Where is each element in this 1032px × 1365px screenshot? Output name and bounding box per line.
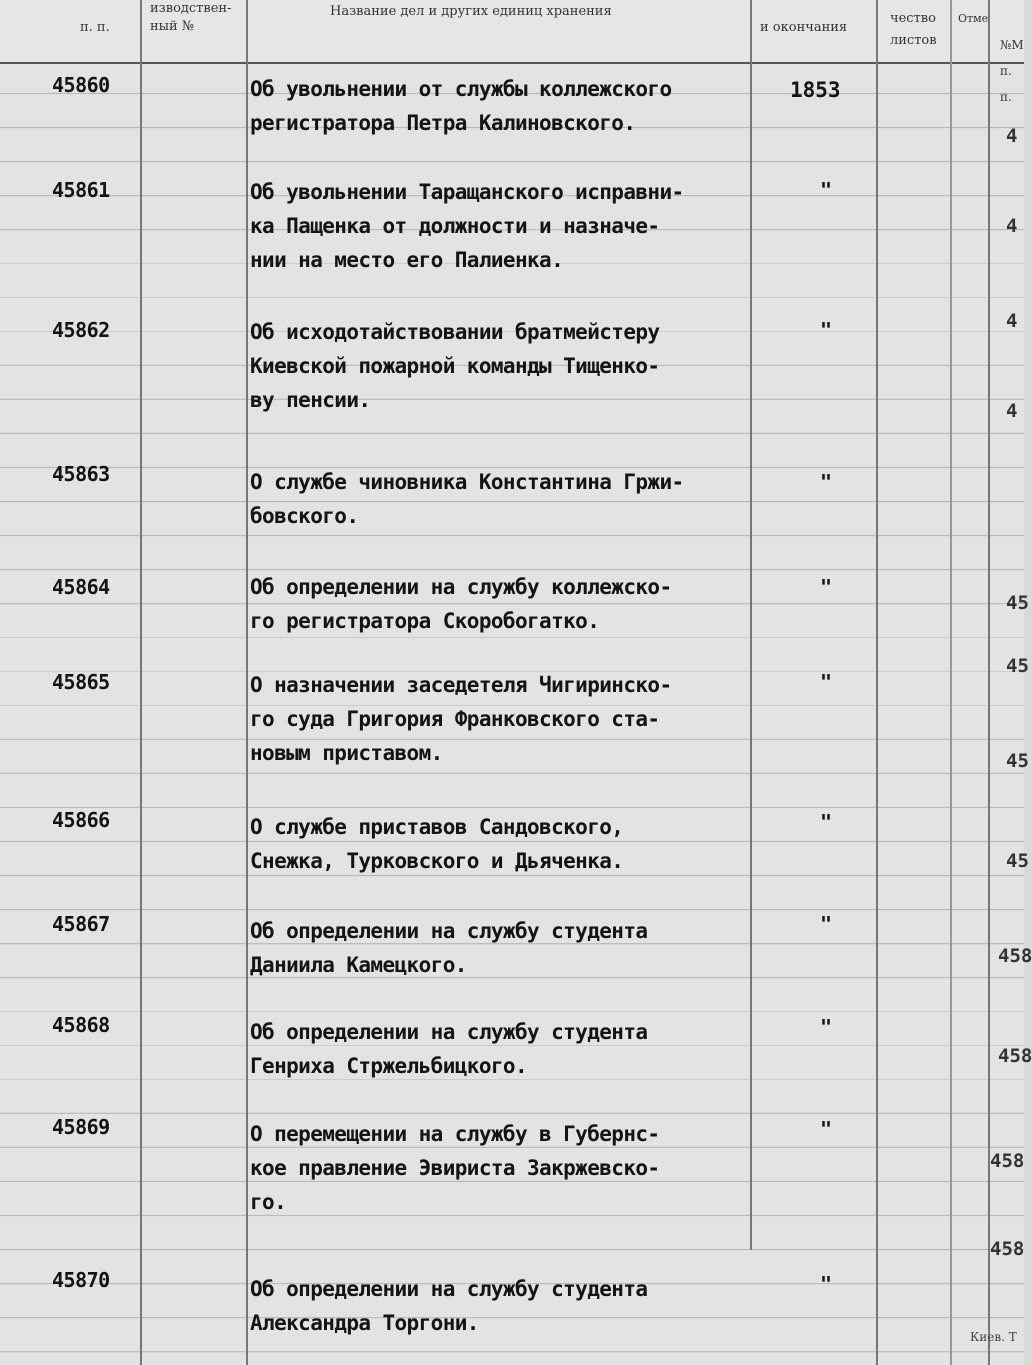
ditto-mark: "	[820, 575, 833, 599]
record-title: О службе чиновника Константина Гржи- бовского.	[250, 470, 684, 528]
side-number: 45	[1006, 655, 1029, 677]
header-date: и окончания	[760, 20, 848, 35]
record-year: 1853	[790, 78, 841, 102]
record-number: 45864	[52, 575, 110, 599]
record-number: 45861	[52, 178, 110, 202]
record-title: О назначении заседетеля Чигиринско- го суда Григория Франковского ста- новым приставом.	[250, 673, 672, 765]
record-number: 45860	[52, 73, 110, 97]
ditto-mark: "	[820, 912, 833, 936]
side-number: 4	[1006, 215, 1018, 237]
header-note: Отме	[958, 12, 989, 25]
side-number: 4	[1006, 310, 1018, 332]
side-number: 458	[990, 1238, 1025, 1260]
record-number: 45867	[52, 912, 110, 936]
record-title: Об увольнении Таращанского исправни- ка Пащенка от должности и назначе- нии на место его Палиенка.	[250, 180, 684, 272]
record-number: 45865	[52, 670, 110, 694]
record-title: Об исходотайствовании братмейстеру Киевской пожарной команды Тищенко- ву пенсии.	[250, 320, 660, 412]
record-title: Об определении на службу студента Александра Торгони.	[250, 1277, 648, 1335]
side-number: 458	[998, 1045, 1032, 1067]
side-number: 458	[998, 945, 1032, 967]
record-title: О перемещении на службу в Губернс- кое правление Эвириста Закржевско- го.	[250, 1122, 660, 1214]
record-number: 45862	[52, 318, 110, 342]
side-number: 45	[1006, 850, 1029, 872]
ditto-mark: "	[820, 1117, 833, 1141]
ditto-mark: "	[820, 670, 833, 694]
header-sheet-count: чество листов	[890, 11, 937, 48]
header-pp: п. п.	[80, 20, 110, 35]
side-number: 4	[1006, 400, 1018, 422]
record-title: О службе приставов Сандовского, Снежка, Турковского и Дьяченка.	[250, 815, 624, 873]
side-number: 45	[1006, 750, 1029, 772]
header-name: Название дел и других единиц хранения	[330, 4, 612, 19]
column-divider	[140, 0, 142, 1365]
ditto-mark: "	[820, 318, 833, 342]
header-prod-number: изводствен- ный №	[150, 1, 232, 34]
record-number: 45869	[52, 1115, 110, 1139]
ditto-mark: "	[820, 470, 833, 494]
record-number: 45866	[52, 808, 110, 832]
side-number: 4	[1006, 125, 1018, 147]
side-number: 45	[1006, 592, 1029, 614]
ditto-mark: "	[820, 1272, 833, 1296]
record-number: 45863	[52, 462, 110, 486]
record-title: Об определении на службу студента Даниила Камецкого.	[250, 919, 648, 977]
record-number: 45870	[52, 1268, 110, 1292]
column-divider	[246, 0, 248, 1365]
record-title: Об увольнении от службы коллежского регистратора Петра Калиновского.	[250, 77, 672, 135]
header-right-number: №М п. п.	[1000, 38, 1024, 104]
record-title: Об определении на службу студента Генриха Стржельбицкого.	[250, 1020, 648, 1078]
side-number: 458	[990, 1150, 1025, 1172]
ditto-mark: "	[820, 178, 833, 202]
column-divider	[876, 0, 878, 1365]
record-number: 45868	[52, 1013, 110, 1037]
footer-note: Киев. Т	[970, 1330, 1017, 1344]
ditto-mark: "	[820, 810, 833, 834]
column-divider	[950, 0, 952, 1365]
ditto-mark: "	[820, 1015, 833, 1039]
record-title: Об определении на службу коллежско- го регистратора Скоробогатко.	[250, 575, 672, 633]
